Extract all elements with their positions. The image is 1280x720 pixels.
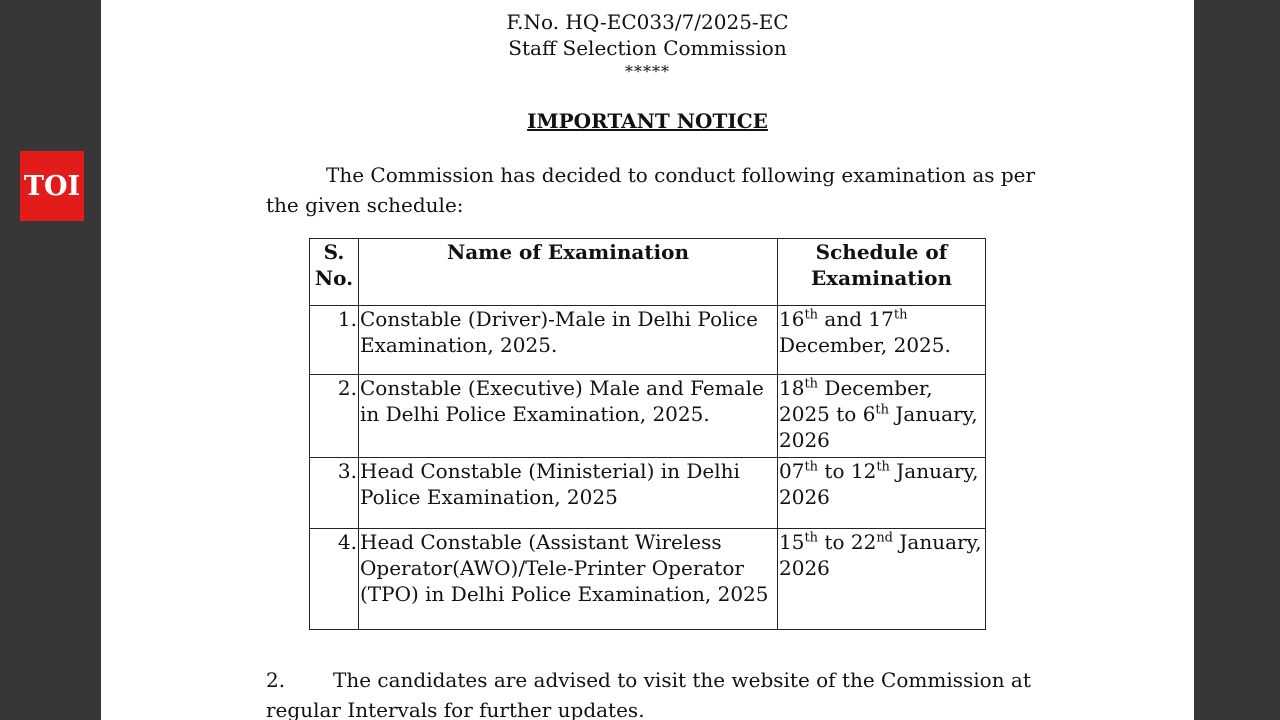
ordinal-suffix: th — [804, 376, 819, 392]
file-number: F.No. HQ-EC033/7/2025-EC — [506, 10, 789, 34]
row-schedule: 16th and 17th December, 2025. — [778, 306, 986, 375]
ordinal-suffix: th — [876, 459, 890, 475]
row-sno: 3. — [310, 458, 359, 529]
row-schedule: 15th to 22nd January, 2026 — [778, 529, 986, 630]
row-sno: 2. — [310, 375, 359, 458]
row-schedule: 07th to 12th January, 2026 — [778, 458, 986, 529]
organization-name: Staff Selection Commission — [508, 36, 787, 60]
table-row — [310, 306, 986, 375]
toi-logo: TOI — [20, 151, 84, 221]
intro-paragraph: The Commission has decided to conduct following examination as per the given schedule: — [266, 163, 1036, 217]
viewer-left-margin — [0, 0, 101, 720]
ordinal-suffix: nd — [876, 530, 894, 546]
paragraph-2-text: The candidates are advised to visit the website of the Commission at regular Intervals for further updates. — [266, 668, 1031, 720]
header-exam-name: Name of Examination — [359, 239, 778, 306]
ordinal-suffix: th — [804, 307, 819, 323]
separator-stars: ***** — [625, 62, 670, 81]
header-schedule: Schedule of Examination — [778, 239, 986, 306]
table-row — [310, 458, 986, 529]
table-row — [310, 375, 986, 458]
ordinal-suffix: th — [893, 307, 908, 323]
table-row — [310, 529, 986, 630]
ordinal-suffix: th — [804, 459, 819, 475]
row-exam-name: Constable (Driver)-Male in Delhi Police Examination, 2025. — [359, 306, 778, 375]
schedule-table — [309, 238, 986, 630]
viewer-right-margin — [1194, 0, 1280, 720]
row-schedule: 18th December, 2025 to 6th January, 2026 — [778, 375, 986, 458]
notice-title: IMPORTANT NOTICE — [527, 109, 768, 133]
document-page — [101, 0, 1194, 720]
table-header-row — [310, 239, 986, 306]
ordinal-suffix: th — [875, 402, 890, 418]
paragraph-2 — [266, 665, 1036, 720]
row-exam-name: Constable (Executive) Male and Female in Delhi Police Examination, 2025. — [359, 375, 778, 458]
row-sno: 1. — [310, 306, 359, 375]
header-sno: S. No. — [310, 239, 359, 306]
row-exam-name: Head Constable (Ministerial) in Delhi Police Examination, 2025 — [359, 458, 778, 529]
row-sno: 4. — [310, 529, 359, 630]
row-exam-name: Head Constable (Assistant Wireless Operator(AWO)/Tele-Printer Operator (TPO) in Delhi Police Examination, 2025 — [359, 529, 778, 630]
paragraph-number: 2. — [266, 668, 286, 692]
ordinal-suffix: th — [804, 530, 819, 546]
